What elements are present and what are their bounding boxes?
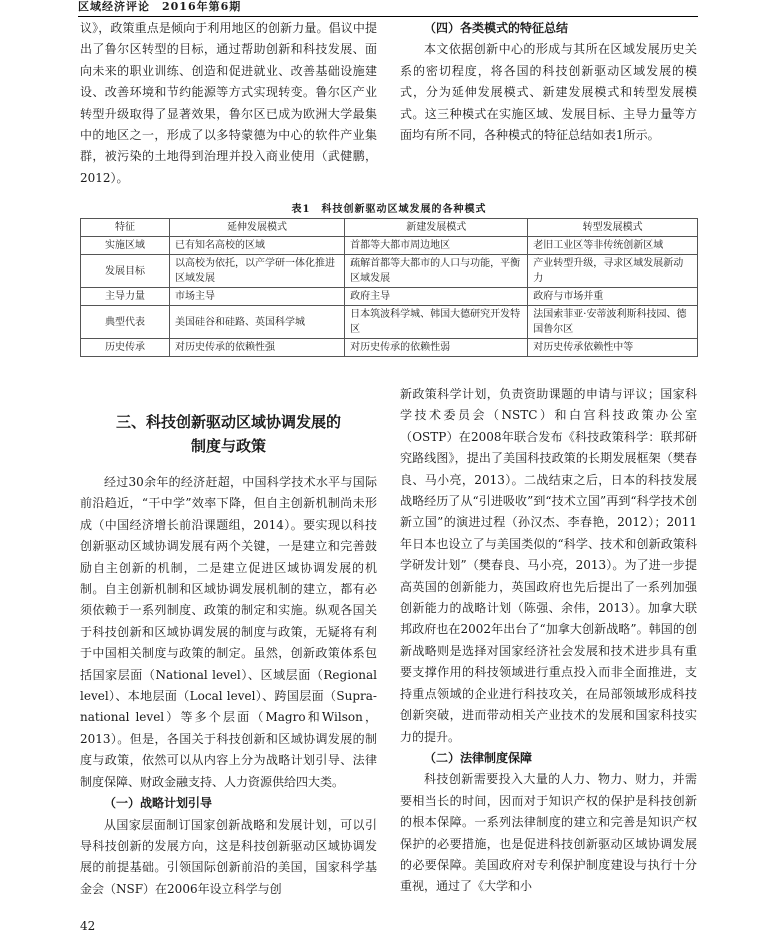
section-title-line-2: 制度与政策 bbox=[190, 437, 266, 455]
paragraph: 从国家层面制订国家创新战略和发展计划，可以引导科技创新的发展方向，这是科技创新驱动区域协调发展的前提基础。引领国际创新前沿的美国，国家科学基金会（NSF）在2006年设立科学与创 bbox=[80, 817, 377, 896]
table-caption: 表1 科技创新驱动区域发展的各种模式 bbox=[291, 204, 487, 215]
table-header-cell: 特征 bbox=[81, 219, 170, 237]
paragraph: 新政策科学计划，负责资助课题的申请与评议；国家科学技术委员会（NSTC）和白宫科技政策办公室（OSTP）在2008年联合发布《科技政策科学：联邦研究路线图》，提出了美国科技政策的长期发展框架（樊春良、马小亮，2013）。二战结束之后，日本的科技发展战略经历了从“引进吸收”到“技术立国”再到“科学技术创新立国”的演进过程（孙汉杰、李春艳，2012）；2011年日本也设立了与美国类似的“科学、技术和创新政策科学研发计划”（樊春良、马小亮，2013）。为了进一步提高英国的创新能力，英国政府也先后提出了一系列加强创新能力的战略计划（陈强、余伟，2013）。加拿大联邦政府也在2002年出台了“加拿大创新战略”。韩国的创新战略则是选择对国家经济社会发展和技术进步具有重要支撑作用的科技领域进行重点投入而非全面推进，支持重点领域的企业进行科技攻关，在局部领域形成科技创新突破，进而带动相关产业技术的发展和国家科技实力的提升。 bbox=[400, 387, 697, 744]
table-cell: 产业转型升级，寻求区域发展新动力 bbox=[528, 255, 698, 288]
paragraph: 本文依据创新中心的形成与其所在区域发展历史关系的密切程度，将各国的科技创新驱动区域发展的模式，分为延伸发展模式、新建发展模式和转型发展模式。这三种模式在实施区域、发展目标、主导力量等方面均有所不同，各种模式的特征总结如表1所示。 bbox=[400, 42, 697, 143]
right-column-top bbox=[400, 18, 697, 146]
table-cell: 政府与市场并重 bbox=[528, 288, 698, 306]
row-label: 发展目标 bbox=[81, 255, 170, 288]
running-header: 区域经济评论 2016年第6期 bbox=[78, 0, 698, 17]
table-cell: 政府主导 bbox=[345, 288, 528, 306]
table-cell: 首都等大都市周边地区 bbox=[345, 237, 528, 255]
table-cell: 以高校为依托，以产学研一体化推进区域发展 bbox=[170, 255, 345, 288]
table-cell: 法国索菲亚·安蒂波利斯科技园、德国鲁尔区 bbox=[528, 306, 698, 339]
table-cell: 已有知名高校的区域 bbox=[170, 237, 345, 255]
table-row bbox=[81, 288, 698, 306]
table-cell: 市场主导 bbox=[170, 288, 345, 306]
left-column-top bbox=[80, 18, 377, 189]
table-cell: 老旧工业区等非传统创新区域 bbox=[528, 237, 698, 255]
table-row bbox=[81, 255, 698, 288]
subheading: （一）战略计划引导 bbox=[104, 796, 213, 811]
section-title: 三、科技创新驱动区域协调发展的 bbox=[115, 413, 341, 431]
table-cell: 疏解首都等大都市的人口与功能，平衡区域发展 bbox=[345, 255, 528, 288]
table-header-cell: 延伸发展模式 bbox=[170, 219, 345, 237]
table-row bbox=[81, 339, 698, 357]
paragraph: 议》，政策重点是倾向于利用地区的创新力量。倡议中提出了鲁尔区转型的目标，通过帮助创新和科技发展、面向未来的职业训练、创造和促进就业、改善基础设施建设、改善环境和节约能源等方式实现转变。鲁尔区产业转型升级取得了显著效果，鲁尔区已成为欧洲大学最集中的地区之一，形成了以多特蒙德为中心的软件产业集群，被污染的土地得到治理并投入商业使用（武健鹏，2012）。 bbox=[80, 21, 377, 185]
table-cell: 美国硅谷和硅路、英国科学城 bbox=[170, 306, 345, 339]
row-label: 主导力量 bbox=[81, 288, 170, 306]
paragraph: 经过30余年的经济赶超，中国科学技术水平与国际前沿趋近，“干中学”效率下降，但自主创新机制尚未形成（中国经济增长前沿课题组，2014）。要实现以科技创新驱动区域协调发展有两个关键，一是建立和完善鼓励自主创新的机制，二是建立促进区域协调发展的机制。自主创新机制和区域协调发展机制的建立，都有必须依赖于一系列制度、政策的制定和实施。纵观各国关于科技创新和区域协调发展的制度与政策，无疑将有利于中国相关制度与政策的制定。虽然，创新政策体系包括国家层面（National level）、区域层面（Regional level）、本地层面（Local level）、跨国层面（Supra-national level）等多个层面（Magro和Wilson，2013）。但是，各国关于科技创新和区域协调发展的制度与政策，依然可以从内容上分为战略计划引导、法律制度保障、财政金融支持、人力资源供给四大类。 bbox=[80, 475, 377, 789]
right-column-bottom bbox=[400, 384, 697, 898]
row-label: 历史传承 bbox=[81, 339, 170, 357]
left-column-bottom bbox=[80, 410, 377, 900]
table-cell: 对历史传承依赖性中等 bbox=[528, 339, 698, 357]
table-header-cell: 转型发展模式 bbox=[528, 219, 698, 237]
table-header-row bbox=[81, 219, 698, 237]
paragraph: 科技创新需要投入大量的人力、物力、财力，并需要相当长的时间，因而对于知识产权的保护是科技创新的根本保障。一系列法律制度的建立和完善是知识产权保护的必要措施，也是促进科技创新驱动区域协调发展的必要保障。美国政府对专利保护制度建设与执行十分重视，通过了《大学和小 bbox=[400, 772, 697, 894]
row-label: 典型代表 bbox=[81, 306, 170, 339]
page-number: 42 bbox=[80, 919, 96, 933]
table-cell: 对历史传承的依赖性强 bbox=[170, 339, 345, 357]
table-cell: 日本筑波科学城、韩国大德研究开发特区 bbox=[345, 306, 528, 339]
model-table bbox=[80, 218, 698, 357]
table-header-cell: 新建发展模式 bbox=[345, 219, 528, 237]
table-cell: 对历史传承的依赖性弱 bbox=[345, 339, 528, 357]
row-label: 实施区域 bbox=[81, 237, 170, 255]
subheading: （二）法律制度保障 bbox=[424, 750, 533, 765]
table-row bbox=[81, 237, 698, 255]
table-row bbox=[81, 306, 698, 339]
subheading: （四）各类模式的特征总结 bbox=[424, 21, 569, 35]
